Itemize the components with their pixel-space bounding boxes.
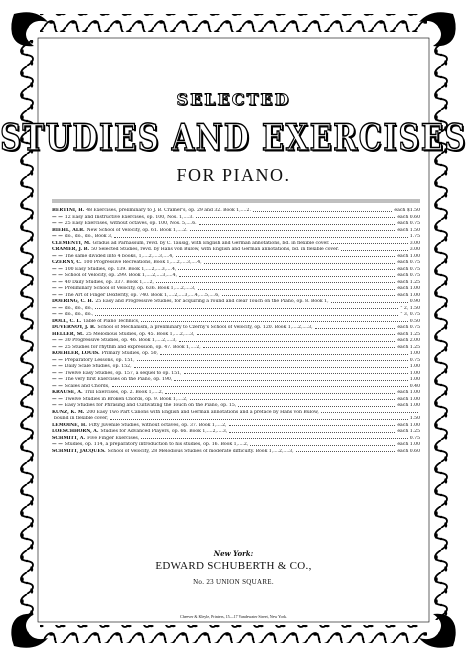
- entry-price: each 1.00: [397, 292, 420, 298]
- dot-leader: [238, 406, 395, 407]
- entry-price: each 1.00: [397, 403, 420, 408]
- entry-composer: BERTINI, H.: [52, 208, 85, 213]
- entry-description: 100 Progressive Recreations, Book 1,....2,....3,....4,: [83, 260, 202, 265]
- entry-price: each 0.60: [397, 448, 420, 454]
- entry-composer: — —: [52, 221, 63, 226]
- entry-composer: — —: [52, 442, 63, 447]
- entry-composer: — —: [52, 234, 63, 239]
- entry-description: Daily Scale Studies, op. 152,: [64, 364, 132, 369]
- entry-description: 50 Selected Studies, revd. by Hans von Bülow, with English and German annotations, bd. in flexible cover.: [91, 247, 340, 252]
- dot-leader: [190, 230, 396, 231]
- entry-description: 25 Easy and Progressive Studies, for acquiring a round and clear Touch on the Piano, op. 8. Book 1,: [95, 299, 329, 304]
- entry-composer: LEMOINE, H.: [52, 422, 87, 428]
- dot-leader: [95, 315, 398, 316]
- dot-leader: [112, 386, 408, 387]
- dot-leader: [331, 302, 408, 303]
- entry-description: Primary Studies, op. 50,: [101, 351, 159, 356]
- entry-price: 1.50: [409, 416, 420, 421]
- dot-leader: [229, 425, 396, 426]
- dot-leader: [137, 360, 408, 361]
- entry-price: each 0.75: [397, 325, 420, 330]
- entry-composer: KOEHLER, LOUIS.: [52, 351, 100, 356]
- entry-description: 25 Melodious Studies, op. 45. Book 1,....2,....3,: [85, 331, 195, 337]
- dot-leader: [331, 243, 407, 244]
- dot-leader: [198, 289, 396, 290]
- entry-composer: DOLL, C. L.: [52, 318, 82, 324]
- entry-description: 25 Easy Exercises, without octaves, op. 100, Nos. 5,....6.: [64, 221, 197, 226]
- entry-price: 0.90: [409, 299, 420, 304]
- entry-price: " 2, 1.50: [400, 305, 420, 311]
- entry-description: Twelve Studies in Broken Chords, op. 9. Book 1,....2,: [64, 396, 188, 402]
- entry-composer: CRAMER, J. B.: [52, 247, 90, 252]
- entry-description: School of Mechanism, a preliminary to Czerny's School of Velocity, op. 120. Book 1,....2,....3,: [97, 325, 313, 330]
- entry-composer: CZERNY, C.: [52, 260, 82, 265]
- entry-composer: SCHMITT, JACQUES.: [52, 448, 106, 454]
- entry-description: 12 Easy and Instructive Exercises, op. 100, Nos. 1,....3.: [64, 214, 194, 220]
- entry-description: Preparatory Lessons, op. 151,: [64, 357, 135, 363]
- publisher-address: No. 23 UNION SQUARE.: [193, 578, 274, 586]
- entry-price: 3.00: [409, 247, 420, 252]
- entry-composer: — —: [52, 286, 63, 291]
- border-bottom: [40, 625, 427, 643]
- entry-composer: HELLER, St.: [52, 331, 84, 337]
- entry-composer: — —: [52, 403, 63, 408]
- entry-price: each 1.00: [397, 442, 420, 447]
- entry-price: 0.40: [409, 383, 420, 389]
- entry-composer: — —: [52, 377, 63, 382]
- entry-composer: CLEMENTI, M.: [52, 240, 91, 246]
- entry-composer: — —: [52, 357, 63, 363]
- entry-composer: — —: [52, 370, 63, 376]
- dot-leader: [174, 380, 408, 381]
- entry-price: each 0.75: [397, 266, 420, 272]
- entry-price: each 0.60: [397, 214, 420, 220]
- catalogue-list: [52, 208, 420, 455]
- entry-composer: DOERING, C. H.: [52, 299, 94, 304]
- entry-description: 40 Daily Studies, op. 337. Book 1,....2,: [64, 279, 154, 285]
- dot-leader: [250, 445, 395, 446]
- entry-description: Table of Piano Technics,: [83, 318, 140, 324]
- entry-composer: — —: [52, 364, 63, 369]
- dot-leader: [179, 341, 396, 342]
- entry-price: each 2.00: [397, 338, 420, 343]
- dot-leader: [114, 237, 407, 238]
- entry-price: 0.50: [409, 318, 420, 324]
- entry-description: Fifty Juvenile Studies, without octaves, op. 37. Book 1,....2,: [88, 422, 227, 428]
- title-selected: SELECTED: [176, 90, 291, 109]
- dot-leader: [190, 399, 396, 400]
- entry-composer: — —: [52, 396, 63, 402]
- entry-price: each 1.25: [397, 344, 420, 350]
- entry-description: New School of Velocity, op. 61. Book 1,....2.: [86, 227, 188, 233]
- entry-price: each $1.50: [394, 208, 420, 213]
- entry-price: 0.75: [409, 357, 420, 363]
- title-studies-and-exercises: STUDIES AND EXERCISES: [0, 116, 467, 159]
- entry-composer: — —: [52, 253, 63, 259]
- dot-leader: [315, 328, 396, 329]
- entry-price: 1.00: [409, 377, 420, 382]
- entry-description: Studies for Advanced Players, op. 66. Book 1,....2,....3,: [100, 429, 228, 434]
- dot-leader: [110, 419, 408, 420]
- entry-description: Preliminary School of Velocity, op. 636. Book 1,....2,....3,: [64, 286, 196, 291]
- dot-leader: [178, 269, 395, 270]
- entry-composer: — —: [52, 338, 63, 343]
- entry-composer: — —: [52, 312, 63, 317]
- entry-price: 0.75: [409, 435, 420, 441]
- entry-price: each 0.75: [397, 221, 420, 226]
- dot-leader: [141, 438, 408, 439]
- entry-description: The same divided into 4 books, 1,....2,....3,....4,: [64, 253, 174, 259]
- entry-description: do., do., do., Book 3,: [64, 234, 113, 239]
- dot-leader: [160, 354, 408, 355]
- entry-composer: KRAUSE, A.: [52, 390, 83, 395]
- entry-price: " 3, 0.75: [400, 312, 420, 317]
- dot-leader: [197, 334, 396, 335]
- entry-description: do., do., do.,: [64, 312, 94, 317]
- dot-leader: [222, 295, 396, 296]
- entry-composer: — —: [52, 292, 63, 298]
- entry-price: each 0.75: [397, 260, 420, 265]
- publisher-city: New York:: [213, 549, 254, 558]
- entry-composer: SCHMITT, A.: [52, 435, 86, 441]
- publisher-name: EDWARD SCHUBERTH & CO.,: [155, 560, 312, 572]
- entry-description: bound in flexible cover,: [54, 416, 109, 421]
- dot-leader: [134, 367, 408, 368]
- dot-leader: [321, 412, 418, 413]
- entry-description: 200 Easy Two Part Canons with English and German annotations and a preface by Hans von Bülow,: [86, 409, 319, 415]
- title-for-piano: FOR PIANO.: [176, 165, 291, 185]
- dot-leader: [253, 211, 392, 212]
- entry-composer: — —: [52, 344, 63, 350]
- entry-description: Studies, op. 114, a preparatory introduction to his studies, op. 16. Book 1,....2,: [64, 442, 249, 447]
- entry-price: each 1.00: [397, 253, 420, 259]
- entry-price: each 0.75: [397, 273, 420, 278]
- dot-leader: [184, 373, 408, 374]
- entry-price: 1.00: [409, 364, 420, 369]
- dot-leader: [141, 321, 407, 322]
- entry-description: 30 Progressive Studies, op. 46. Book 1,....2,....3,: [64, 338, 177, 343]
- entry-description: School of Velocity, op. 299. Book 1,....2,....3,....4,: [64, 273, 178, 278]
- entry-price: each 1.25: [397, 429, 420, 434]
- entry-price: 3.00: [409, 240, 420, 246]
- entry-description: 100 Easy Studies, op. 139. Book 1,....2,....3,....4,: [64, 266, 177, 272]
- entry-price: each 1.50: [397, 227, 420, 233]
- dot-leader: [176, 256, 396, 257]
- entry-description: 25 Studies for rhythm and expression, op. 47. Book 1,....2,: [64, 344, 201, 350]
- entry-description: The very first Exercises on the Piano, op. 190,: [64, 377, 173, 382]
- entry-description: do., do., do.,: [64, 305, 94, 311]
- dot-leader: [95, 308, 398, 309]
- dot-leader: [341, 250, 408, 251]
- entry-description: Five Finger Exercises,: [87, 435, 140, 441]
- dot-leader: [196, 217, 396, 218]
- entry-price: 1.00: [409, 370, 420, 376]
- entry-composer: — —: [52, 305, 63, 311]
- entry-composer: — —: [52, 273, 63, 278]
- entry-composer: — —: [52, 279, 63, 285]
- entry-price: each 1.25: [397, 331, 420, 337]
- entry-composer: DUVERNOY, J. B.: [52, 325, 96, 330]
- entry-description: The Art of Finger Dexterity, op. 740. Book 1,....2,....3,....4,....5,....6,: [64, 292, 220, 298]
- dot-leader: [296, 451, 396, 452]
- border-top: [40, 14, 427, 32]
- dot-leader: [199, 224, 396, 225]
- dot-leader: [229, 432, 395, 433]
- entry-description: Trill Exercises, op. 2. Book 1,....2,: [84, 390, 164, 395]
- entry-composer: KUNZ, K. M.: [52, 409, 85, 415]
- entry-price: each 1.00: [397, 390, 420, 395]
- entry-description: 48 Exercises, preliminary to J. B. Cramer's, op. 29 and 32. Book 1,....2.: [86, 208, 251, 213]
- entry-composer: LOESCHHORN, A.: [52, 429, 99, 434]
- dot-leader: [203, 347, 396, 348]
- printer-imprint: Cheever & Kleyle, Printers, 15—17 Vandewater Street, New York.: [180, 614, 287, 619]
- dot-leader: [179, 276, 395, 277]
- entry-price: 1.00: [409, 351, 420, 356]
- entry-composer: — —: [52, 214, 63, 220]
- dot-leader: [204, 263, 396, 264]
- entry-composer: — —: [52, 383, 63, 389]
- dot-leader: [156, 282, 395, 283]
- entry-composer: BIEHL, ALB.: [52, 227, 85, 233]
- catalogue-entry: [52, 449, 420, 456]
- entry-price: 1.75: [409, 234, 420, 239]
- dot-leader: [165, 393, 395, 394]
- entry-description: Easy Studies for Phrasing and Cultivating the Touch on the Piano, op. 15,: [64, 403, 237, 408]
- entry-price: each 1.00: [397, 422, 420, 428]
- entry-price: each 1.00: [397, 286, 420, 291]
- title-rules: [52, 200, 420, 202]
- entry-composer: — —: [52, 266, 63, 272]
- entry-description: Gradus ad Parnassum, revd. by C. Tausig, with English and German annotations, bd. in flexible cover.: [92, 240, 330, 246]
- entry-description: School of Velocity, 28 Melodious Studies of moderate difficulty. Book 1,....2,....3,: [107, 448, 294, 454]
- entry-description: Twelve Easy Studies, op. 157, a sequel to op. 151,: [64, 370, 182, 376]
- entry-description: Scales and Chords,: [64, 383, 110, 389]
- entry-price: each 1.25: [397, 279, 420, 285]
- entry-price: each 1.00: [397, 396, 420, 402]
